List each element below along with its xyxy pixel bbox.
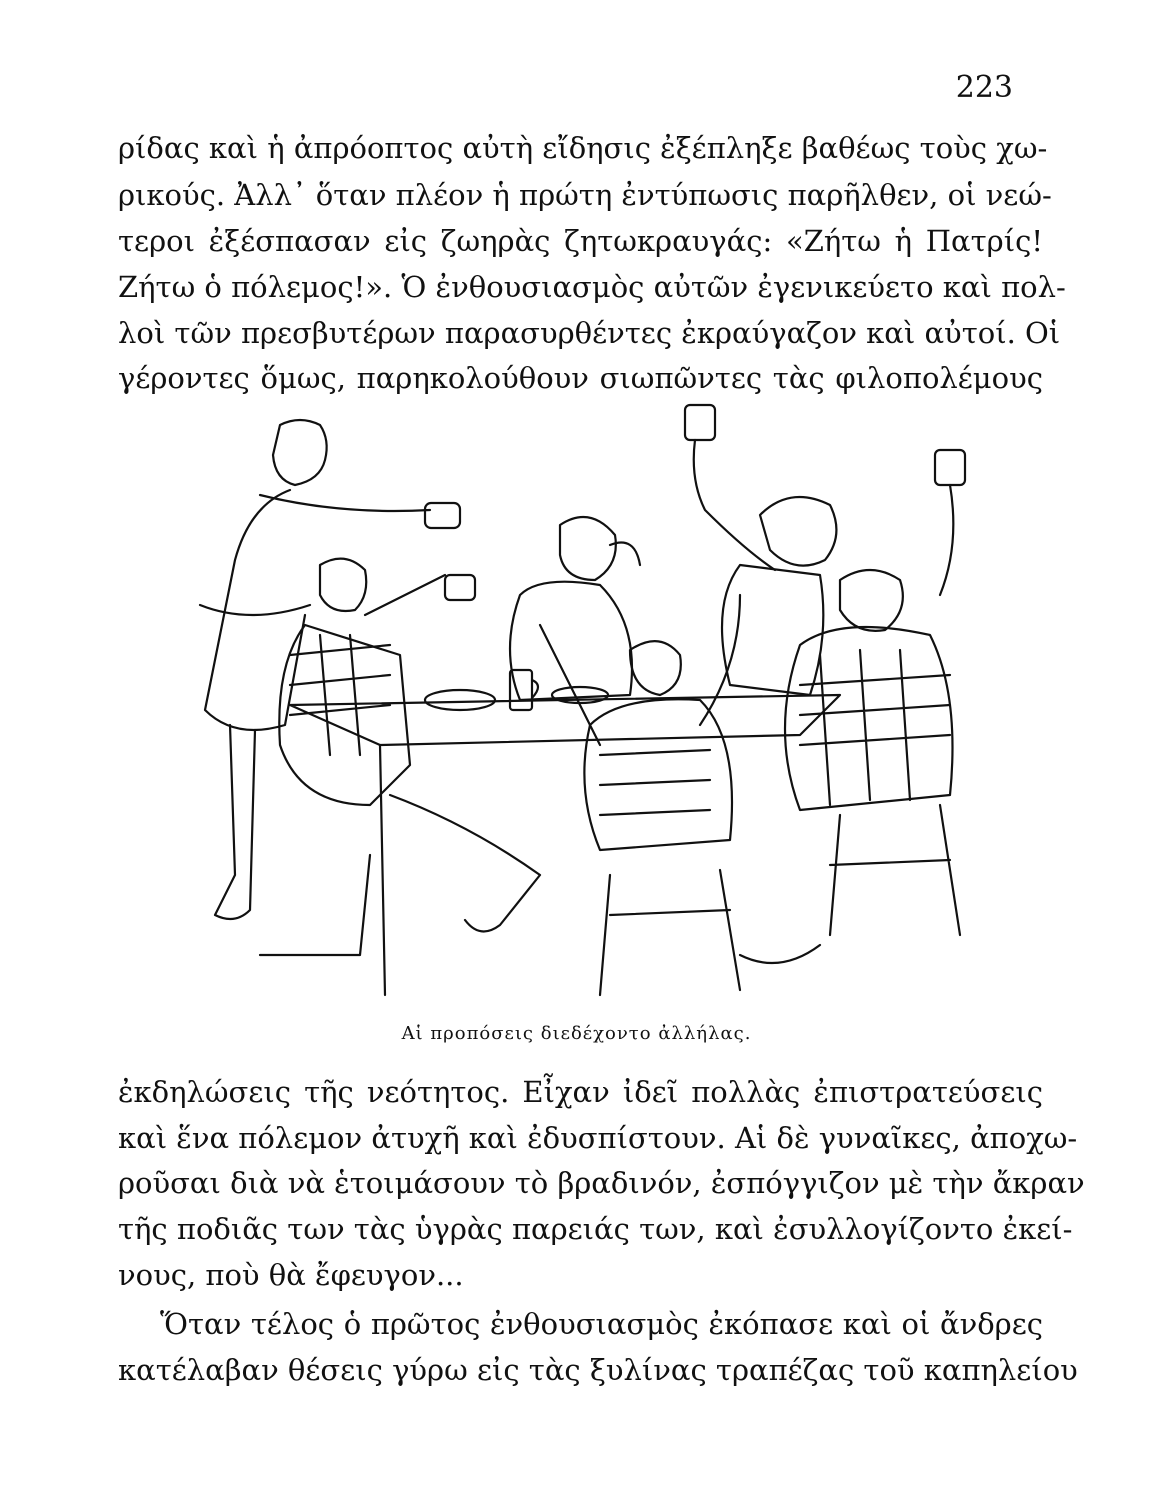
text-line: Ζήτω ὁ πόλεμος!». Ὁ ἐνθουσιασμὸς αὐτῶν ἐγενικεύετο καὶ πολ- bbox=[118, 270, 1066, 304]
text-line: γέροντες ὅμως, παρηκολούθουν σιωπῶντες τὰς φιλοπολέμους bbox=[118, 361, 1043, 395]
illustration-caption: Αἱ προπόσεις διεδέχοντο ἀλλήλας. bbox=[401, 1023, 752, 1044]
text-line: ροῦσαι διὰ νὰ ἑτοιμάσουν τὸ βραδινόν, ἐσπόγγιζον μὲ τὴν ἄκραν bbox=[118, 1166, 1085, 1200]
text-line: ρικούς. Ἀλλ᾽ ὅταν πλέον ἡ πρώτη ἐντύπωσις παρῆλθεν, οἱ νεώ- bbox=[118, 178, 1052, 212]
text-line: Ὅταν τέλος ὁ πρῶτος ἐνθουσιασμὸς ἐκόπασε καὶ οἱ ἄνδρες bbox=[160, 1307, 1043, 1341]
text-line: τεροι ἐξέσπασαν εἰς ζωηρὰς ζητωκραυγάς: «Ζήτω ἡ Πατρίς! bbox=[118, 224, 1043, 258]
illustration-drinking-scene bbox=[140, 395, 1040, 1010]
text-line: λοὶ τῶν πρεσβυτέρων παρασυρθέντες ἐκραύγαζον καὶ αὐτοί. Οἱ bbox=[118, 316, 1061, 350]
page-number: 223 bbox=[955, 70, 1013, 105]
text-line: ρίδας καὶ ἡ ἀπρόοπτος αὐτὴ εἴδησις ἐξέπληξε βαθέως τοὺς χω- bbox=[118, 131, 1048, 165]
text-line: κατέλαβαν θέσεις γύρω εἰς τὰς ξυλίνας τραπέζας τοῦ καπηλείου bbox=[118, 1353, 1078, 1387]
text-line: τῆς ποδιᾶς των τὰς ὑγρὰς παρειάς των, καὶ ἐσυλλογίζοντο ἐκεί- bbox=[118, 1212, 1073, 1246]
text-line: ἐκδηλώσεις τῆς νεότητος. Εἶχαν ἰδεῖ πολλὰς ἐπιστρατεύσεις bbox=[118, 1075, 1043, 1109]
text-line: νους, ποὺ θὰ ἔφευγον... bbox=[118, 1258, 464, 1292]
text-line: καὶ ἕνα πόλεμον ἀτυχῆ καὶ ἐδυσπίστουν. Αἱ δὲ γυναῖκες, ἀποχω- bbox=[118, 1121, 1078, 1155]
